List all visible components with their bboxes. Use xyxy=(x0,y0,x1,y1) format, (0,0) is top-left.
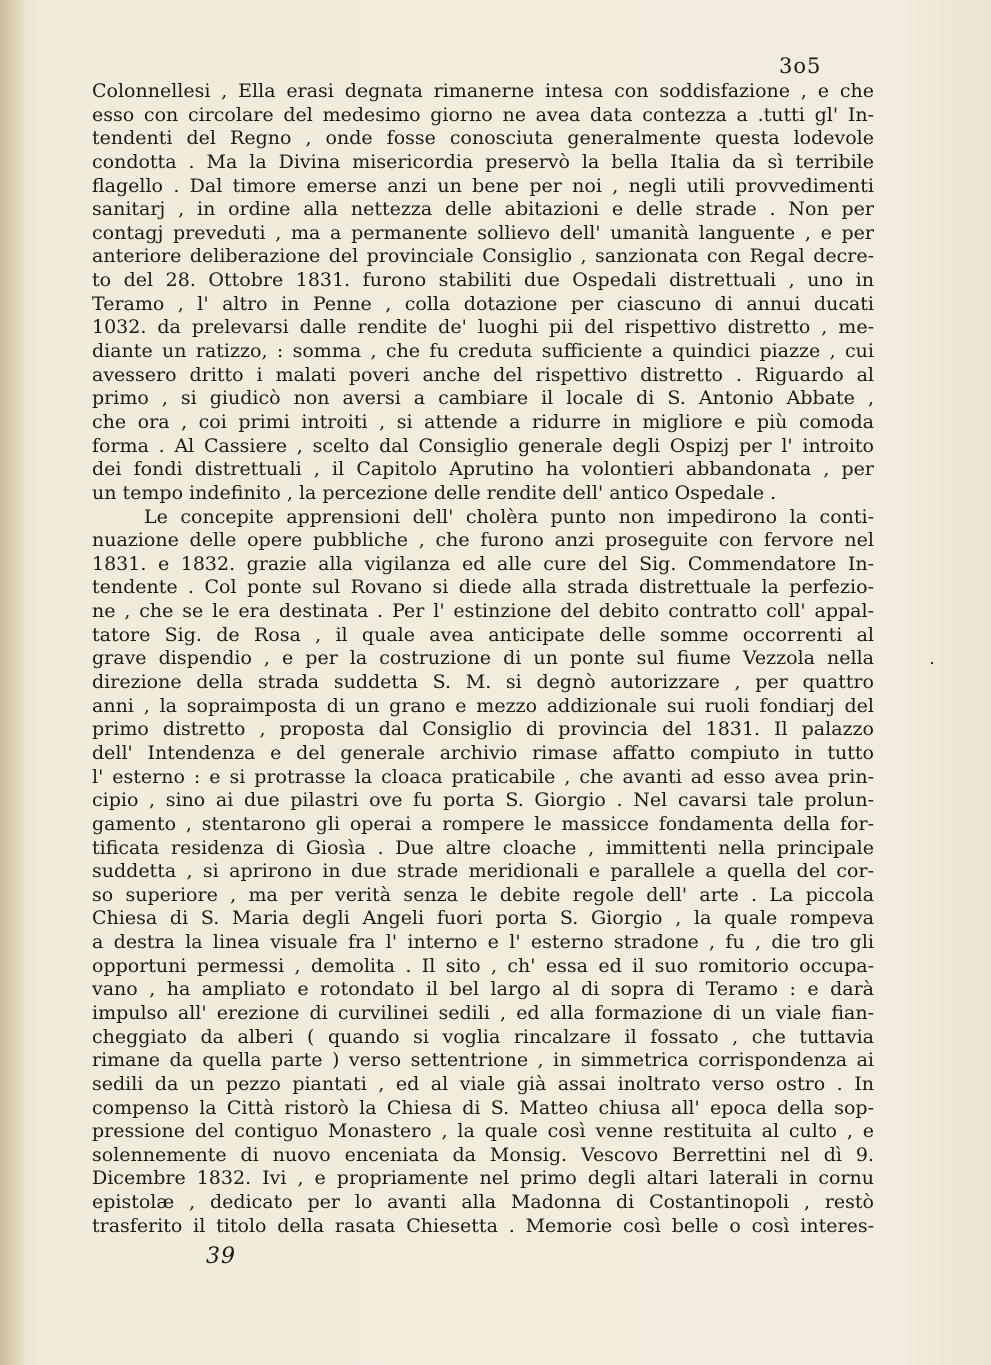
text-line: avessero dritto i malati poveri anche del rispettivo distretto . Riguardo al xyxy=(92,363,874,386)
text-line: opportuni permessi , demolita . Il sito , ch' essa ed il suo romitorio occupa- xyxy=(92,954,874,977)
text-line: flagello . Dal timore emerse anzi un bene per noi , negli utili provvedimenti xyxy=(92,174,874,197)
text-line: cipio , sino ai due pilastri ove fu porta S. Giorgio . Nel cavarsi tale prolun- xyxy=(92,789,874,812)
text-line: diante un ratizzo, : somma , che fu creduta sufficiente a quindici piazze , cui xyxy=(92,340,874,363)
text-line: trasferito il titolo della rasata Chiesetta . Memorie così belle o così interes- xyxy=(92,1214,874,1237)
text-line: tendenti del Regno , onde fosse conosciuta generalmente questa lodevole xyxy=(92,127,874,150)
paragraph-start-line: Le concepite apprensioni dell' cholèra punto non impedirono la conti- xyxy=(144,505,874,528)
text-line: Chiesa di S. Maria degli Angeli fuori porta S. Giorgio , la quale rompeva xyxy=(92,907,874,930)
text-line: 1032. da prelevarsi dalle rendite de' luoghi pii del rispettivo distretto , me- xyxy=(92,316,874,339)
text-line: solennemente di nuovo enceniata da Monsig. Vescovo Berrettini nel dì 9. xyxy=(92,1143,874,1166)
text-line: che ora , coi primi introiti , si attende a ridurre in migliore e più comoda xyxy=(92,410,874,433)
text-line: Dicembre 1832. Ivi , e propriamente nel primo degli altari laterali in cornu xyxy=(92,1167,874,1190)
text-line: epistolæ , dedicato per lo avanti alla Madonna di Costantinopoli , restò xyxy=(92,1191,874,1214)
margin-ink-dot xyxy=(931,662,933,664)
text-line: nuazione delle opere pubbliche , che furono anzi proseguite con fervore nel xyxy=(92,529,874,552)
text-line: Colonnellesi , Ella erasi degnata rimanerne intesa con soddisfazione , e che xyxy=(92,80,874,102)
text-line: esso con circolare del medesimo giorno ne avea data contezza a .tutti gl' In- xyxy=(92,103,874,126)
text-line: vano , ha ampliato e rotondato il bel largo al di sopra di Teramo : e darà xyxy=(92,978,874,1001)
text-line: grave dispendio , e per la costruzione di un ponte sul fiume Vezzola nella xyxy=(92,647,874,670)
text-line: so superiore , ma per verità senza le debite regole dell' arte . La piccola xyxy=(92,883,874,906)
text-line: dell' Intendenza e del generale archivio rimase affatto compiuto in tutto xyxy=(92,741,874,764)
text-line: sedili da un pezzo piantati , ed al viale già assai inoltrato verso ostro . In xyxy=(92,1072,874,1095)
text-line: contagj preveduti , ma a permanente sollievo dell' umanità languente , e per xyxy=(92,221,874,244)
text-line: tificata residenza di Giosìa . Due altre cloache , immittenti nella principale xyxy=(92,836,874,859)
text-line: pressione del contiguo Monastero , la quale così venne restituita al culto , e xyxy=(92,1120,874,1143)
text-line: anteriore deliberazione del provinciale Consiglio , sanzionata con Regal decre- xyxy=(92,245,874,268)
text-line: direzione della strada suddetta S. M. si degnò autorizzare , per quattro xyxy=(92,671,874,694)
text-line: cheggiato da alberi ( quando si voglia rincalzare il fossato , che tuttavia xyxy=(92,1025,874,1048)
text-line: impulso all' erezione di curvilinei sedili , ed alla formazione di un viale fian- xyxy=(92,1001,874,1024)
text-line: 1831. e 1832. grazie alla vigilanza ed alle cure del Sig. Commendatore In- xyxy=(92,552,874,575)
text-line: un tempo indefinito , la percezione delle rendite dell' antico Ospedale . xyxy=(92,481,777,504)
body-text xyxy=(92,80,874,1238)
text-line: primo , si giudicò non aversi a cambiare il locale di S. Antonio Abbate , xyxy=(92,387,874,410)
text-line: tendente . Col ponte sul Rovano si diede alla strada distrettuale la perfezio- xyxy=(92,576,874,599)
text-line: compenso la Città ristorò la Chiesa di S. Matteo chiusa all' epoca della sop- xyxy=(92,1096,874,1119)
page-binding-shadow xyxy=(0,0,26,1365)
text-line: anni , la sopraimposta di un grano e mezzo addizionale sui ruoli fondiarj del xyxy=(92,694,874,717)
text-line: a destra la linea visuale fra l' interno e l' esterno stradone , fu , die tro gli xyxy=(92,931,874,954)
text-line: dei fondi distrettuali , il Capitolo Aprutino ha volontieri abbandonata , per xyxy=(92,458,874,481)
text-line: l' esterno : e si protrasse la cloaca praticabile , che avanti ad esso avea prin- xyxy=(92,765,874,788)
page-number: 3o5 xyxy=(779,54,822,78)
text-line: forma . Al Cassiere , scelto dal Consiglio generale degli Ospizj per l' introito xyxy=(92,434,874,457)
text-line: condotta . Ma la Divina misericordia preservò la bella Italia da sì terribile xyxy=(92,150,874,173)
text-line: tatore Sig. de Rosa , il quale avea anticipate delle somme occorrenti al xyxy=(92,623,874,646)
text-line: rimane da quella parte ) verso settentrione , in simmetrica corrispondenza ai xyxy=(92,1049,874,1072)
text-line: sanitarj , in ordine alla nettezza delle abitazioni e delle strade . Non per xyxy=(92,198,874,221)
text-line: primo distretto , proposta dal Consiglio di provincia del 1831. Il palazzo xyxy=(92,718,874,741)
text-line: suddetta , si aprirono in due strade meridionali e parallele a quella del cor- xyxy=(92,860,874,883)
text-line: Teramo , l' altro in Penne , colla dotazione per ciascuno di annui ducati xyxy=(92,292,874,315)
text-line: gamento , stentarono gli operai a rompere le massicce fondamenta della for- xyxy=(92,812,874,835)
text-line: to del 28. Ottobre 1831. furono stabiliti due Ospedali distrettuali , uno in xyxy=(92,269,874,292)
text-line: ne , che se le era destinata . Per l' estinzione del debito contratto coll' appal- xyxy=(92,600,874,623)
folio-signature: 39 xyxy=(206,1244,236,1269)
